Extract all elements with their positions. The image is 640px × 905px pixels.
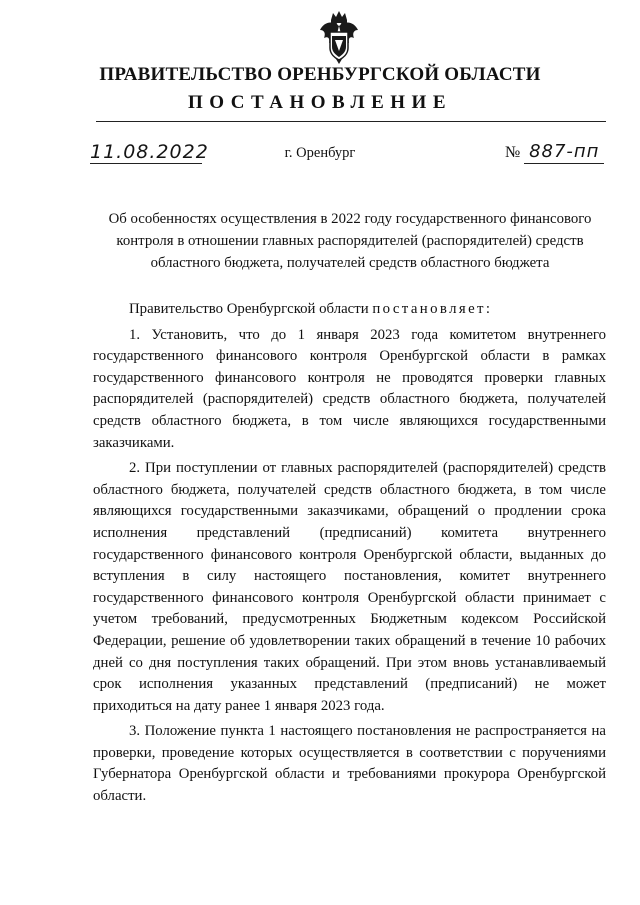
header-divider [96,121,606,122]
paragraph-1: 1. Установить, что до 1 января 2023 года комитетом внутреннего государственного финансового контроля Оренбургской области в рамках государственного финансового контроля не проводятся проверки главных распорядителей (распорядителей) средств областного бюджета, получателей средств областного бюджета, в том числе являющихся государственными заказчиками. [93,326,606,451]
intro-paragraph [93,299,606,321]
document-date: 11.08.2022 [90,141,209,163]
paragraph-2: 2. При поступлении от главных распорядителей (распорядителей) средств областного бюджета, получателей средств областного бюджета, в том числе являющихся государственными заказчиками, обращений о продлении срока исполнения представлений (предписаний) комитета внутреннего государственного финансового контроля Оренбургской области, выданных до вступления в силу настоящего постановления, комитет внутреннего государственного финансового контроля Оренбургской области принимает с учетом требований, предусмотренных Бюджетным кодексом Российской Федерации, решение об удовлетворении таких обращений в течение 10 рабочих дней со дня поступления таких обращений. При этом вновь устанавливаемый срок исполнения указанных представлений (предписаний) не может приходиться на дату ранее 1 января 2023 года. [93,460,606,714]
paragraph-3: 3. Положение пункта 1 настоящего постановления не распространяется на проверки, проведение которых осуществляется в соответствии с поручениями Губернатора Оренбургской области и требованиями прокурора Оренбургской области. [93,723,606,805]
intro-lead: Правительство Оренбургской области [129,301,373,317]
document-number: 887-пп [524,141,604,164]
document-number-block [505,141,604,164]
document-body [93,299,606,812]
organization-title: ПРАВИТЕЛЬСТВО ОРЕНБУРГСКОЙ ОБЛАСТИ [99,64,541,85]
document-type-title: ПОСТАНОВЛЕНИЕ [187,92,453,113]
document-city: г. Оренбург [284,145,356,161]
number-sign: № [505,144,521,161]
coat-of-arms-icon [318,10,360,64]
document-subject: Об особенностях осуществления в 2022 году государственного финансового контроля в отношении главных распорядителей (распорядителей) средств областного бюджета, получателей средств областного бюджета [108,211,592,271]
intro-decree-word: постановляет: [372,301,493,317]
